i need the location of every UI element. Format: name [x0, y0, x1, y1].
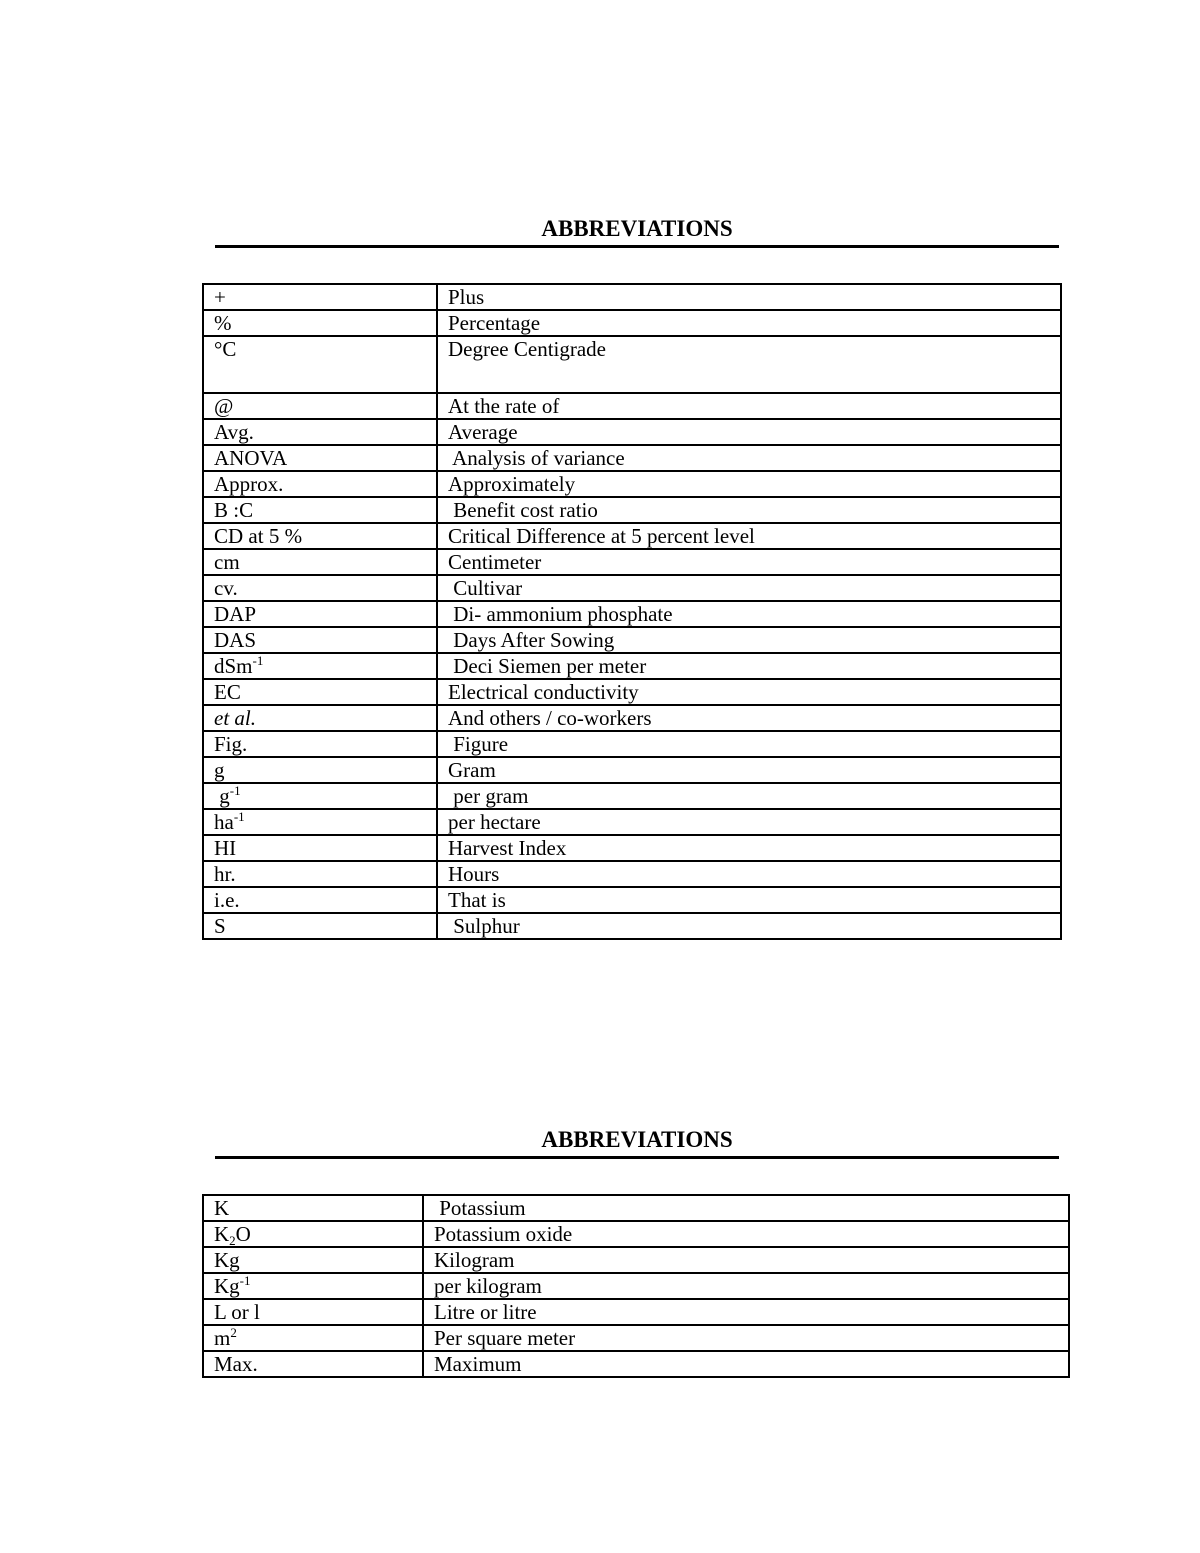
- table-row: [203, 731, 1061, 757]
- meaning-cell: Electrical conductivity: [437, 679, 1061, 705]
- abbr-superscript: 2: [230, 1325, 237, 1340]
- meaning-cell: Maximum: [423, 1351, 1069, 1377]
- abbr-tail: O: [235, 1222, 251, 1246]
- abbr-superscript: -1: [252, 653, 264, 668]
- abbr-cell: DAP: [203, 601, 437, 627]
- abbr-cell: K: [203, 1195, 423, 1221]
- abbr-superscript: -1: [229, 783, 241, 798]
- meaning-cell: Analysis of variance: [437, 445, 1061, 471]
- table-row: [203, 419, 1061, 445]
- meaning-cell: Centimeter: [437, 549, 1061, 575]
- section1-heading: ABBREVIATIONS: [541, 216, 733, 241]
- table-row: [203, 1351, 1069, 1377]
- abbr-cell: @: [203, 393, 437, 419]
- abbr-base: ha: [214, 810, 234, 834]
- abbr-cell: et al.: [203, 705, 437, 731]
- meaning-cell: Benefit cost ratio: [437, 497, 1061, 523]
- abbr-cell: [203, 1273, 423, 1299]
- meaning-cell: Per square meter: [423, 1325, 1069, 1351]
- table-row: [203, 861, 1061, 887]
- table-row: [203, 627, 1061, 653]
- meaning-cell: Gram: [437, 757, 1061, 783]
- abbreviations-table-2: [202, 1194, 1070, 1378]
- meaning-cell: Average: [437, 419, 1061, 445]
- abbreviations-table-1: [202, 283, 1062, 940]
- meaning-cell: Plus: [437, 284, 1061, 310]
- meaning-cell: Hours: [437, 861, 1061, 887]
- meaning-cell: And others / co-workers: [437, 705, 1061, 731]
- meaning-cell: per kilogram: [423, 1273, 1069, 1299]
- table-row: [203, 310, 1061, 336]
- table-row: [203, 913, 1061, 939]
- abbr-cell: L or l: [203, 1299, 423, 1325]
- table-row: [203, 284, 1061, 310]
- meaning-cell: Di- ammonium phosphate: [437, 601, 1061, 627]
- abbr-superscript: -1: [239, 1273, 251, 1288]
- abbr-cell: +: [203, 284, 437, 310]
- meaning-cell: Percentage: [437, 310, 1061, 336]
- table-row: [203, 757, 1061, 783]
- table-row: [203, 809, 1061, 835]
- abbr-cell: CD at 5 %: [203, 523, 437, 549]
- abbr-cell: i.e.: [203, 887, 437, 913]
- table-row: [203, 497, 1061, 523]
- table-row: [203, 653, 1061, 679]
- table-row: [203, 336, 1061, 393]
- table-row: [203, 1299, 1069, 1325]
- abbr-base: g: [214, 784, 230, 808]
- abbr-cell: HI: [203, 835, 437, 861]
- abbr-cell: DAS: [203, 627, 437, 653]
- abbr-cell: %: [203, 310, 437, 336]
- meaning-cell: Sulphur: [437, 913, 1061, 939]
- abbr-cell: ANOVA: [203, 445, 437, 471]
- abbr-cell: °C: [203, 336, 437, 393]
- abbr-cell: hr.: [203, 861, 437, 887]
- meaning-cell: Harvest Index: [437, 835, 1061, 861]
- abbr-subscript: 2: [229, 1233, 236, 1247]
- abbr-cell: [203, 653, 437, 679]
- meaning-cell: Critical Difference at 5 percent level: [437, 523, 1061, 549]
- abbr-base: m: [214, 1326, 231, 1350]
- table-row: [203, 1247, 1069, 1273]
- section2-rule: [215, 1156, 1059, 1159]
- abbr-base: dSm: [214, 654, 253, 678]
- abbr-cell: Kg: [203, 1247, 423, 1273]
- meaning-cell: Potassium: [423, 1195, 1069, 1221]
- abbr-base: K: [214, 1222, 230, 1246]
- meaning-cell: Potassium oxide: [423, 1221, 1069, 1247]
- meaning-cell: per hectare: [437, 809, 1061, 835]
- table-row: [203, 575, 1061, 601]
- table-row: [203, 549, 1061, 575]
- table-row: [203, 1325, 1069, 1351]
- abbr-cell: Fig.: [203, 731, 437, 757]
- meaning-cell: That is: [437, 887, 1061, 913]
- meaning-cell: Days After Sowing: [437, 627, 1061, 653]
- abbr-cell: EC: [203, 679, 437, 705]
- table-row: [203, 705, 1061, 731]
- meaning-cell: Cultivar: [437, 575, 1061, 601]
- meaning-cell: At the rate of: [437, 393, 1061, 419]
- abbr-cell: Max.: [203, 1351, 423, 1377]
- meaning-cell: Kilogram: [423, 1247, 1069, 1273]
- meaning-cell: per gram: [437, 783, 1061, 809]
- meaning-cell: Approximately: [437, 471, 1061, 497]
- table-row: [203, 601, 1061, 627]
- table-row: [203, 835, 1061, 861]
- meaning-cell: Deci Siemen per meter: [437, 653, 1061, 679]
- table-row: [203, 393, 1061, 419]
- abbr-cell: S: [203, 913, 437, 939]
- abbr-cell: g: [203, 757, 437, 783]
- table-row: [203, 523, 1061, 549]
- table-row: [203, 1221, 1069, 1247]
- abbr-cell: cm: [203, 549, 437, 575]
- abbr-cell: [203, 1221, 423, 1247]
- table-row: [203, 783, 1061, 809]
- abbr-superscript: -1: [233, 809, 245, 824]
- abbr-cell: Avg.: [203, 419, 437, 445]
- section2-heading: ABBREVIATIONS: [541, 1127, 733, 1152]
- abbr-base: Kg: [214, 1274, 240, 1298]
- abbr-cell: B :C: [203, 497, 437, 523]
- table-row: [203, 1273, 1069, 1299]
- table-row: [203, 679, 1061, 705]
- meaning-cell: Litre or litre: [423, 1299, 1069, 1325]
- table-row: [203, 471, 1061, 497]
- table-row: [203, 887, 1061, 913]
- meaning-cell: Figure: [437, 731, 1061, 757]
- abbr-cell: [203, 809, 437, 835]
- abbr-cell: cv.: [203, 575, 437, 601]
- table-row: [203, 445, 1061, 471]
- abbr-cell: Approx.: [203, 471, 437, 497]
- meaning-cell: Degree Centigrade: [437, 336, 1061, 393]
- abbr-cell: [203, 1325, 423, 1351]
- abbr-cell: [203, 783, 437, 809]
- section1-rule: [215, 245, 1059, 248]
- table-row: [203, 1195, 1069, 1221]
